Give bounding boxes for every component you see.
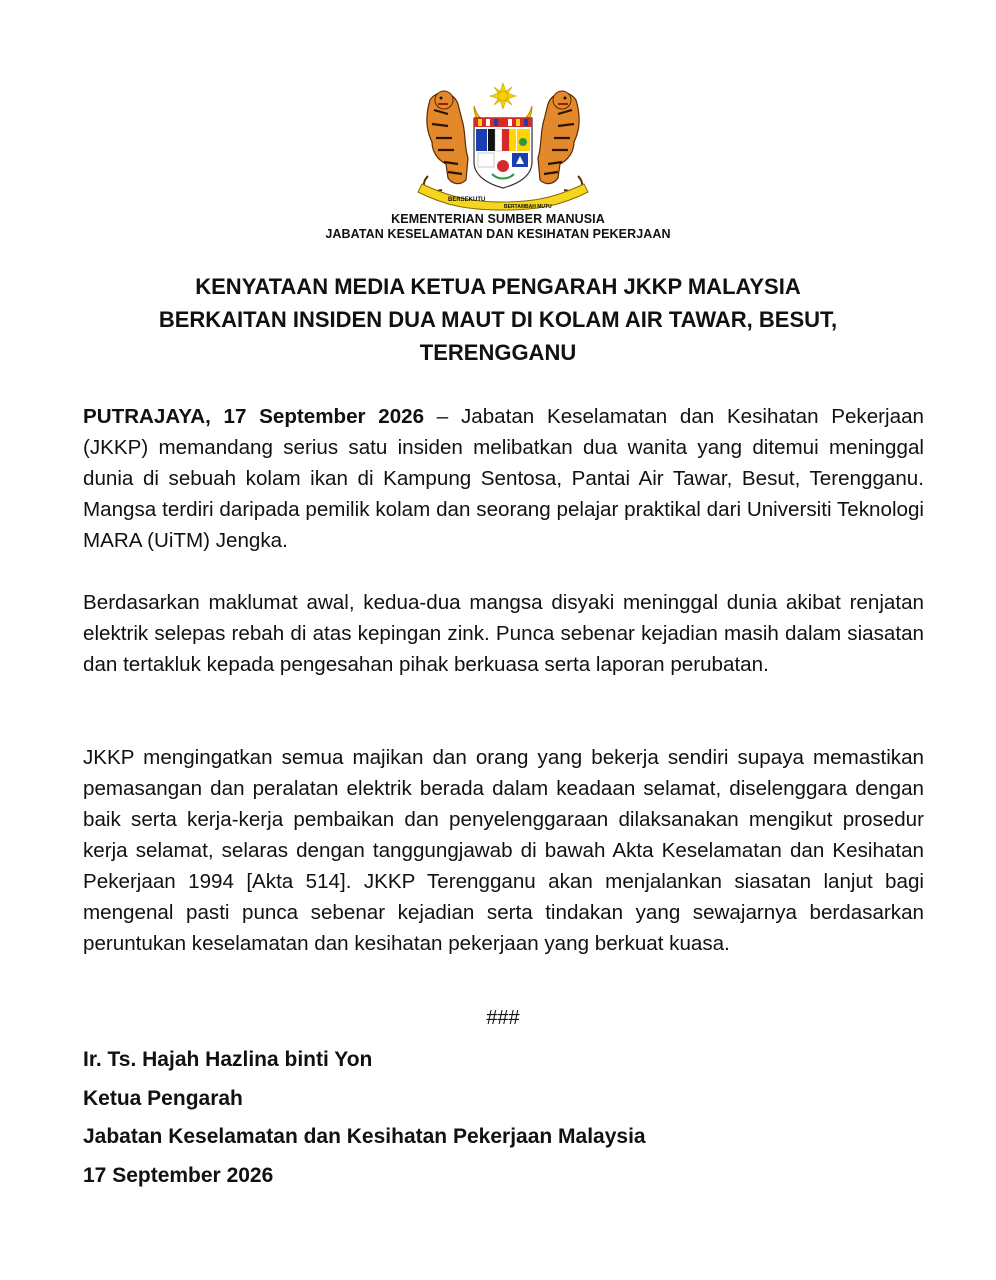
signature-date: 17 September 2026 (83, 1163, 274, 1187)
title-line-1: KENYATAAN MEDIA KETUA PENGARAH JKKP MALAYSIA (195, 274, 801, 299)
paragraph-3: JKKP mengingatkan semua majikan dan orang yang bekerja sendiri supaya memastikan pemasangan dan peralatan elektrik berada dalam keadaan selamat, diselenggara dengan baik serta kerja-kerja pembaikan dan penyelenggaraan dilaksanakan mengikut prosedur kerja selamat, selaras dengan tanggungjawab di bawah Akta Keselamatan dan Kesihatan Pekerjaan 1994 [Akta 514]. JKKP Terengganu akan menjalankan siasatan lanjut bagi mengenal pasti punca sebenar kejadian serta tindakan yang sewajarnya berdasarkan peruntukan keselamatan dan kesihatan pekerjaan yang berkuat kuasa. (83, 746, 924, 955)
paragraph-1-text: – Jabatan Keselamatan dan Kesihatan Pekerjaan (JKKP) memandang serius satu insiden melibatkan dua wanita yang ditemui meninggal dunia di sebuah kolam ikan di Kampung Sentosa, Pantai Air Tawar, Besut, Terengganu. Mangsa terdiri daripada pemilik kolam dan seorang pelajar praktikal dari Universiti Teknologi MARA (UiTM) Jengka. (83, 405, 924, 552)
signatory-position: Ketua Pengarah (83, 1086, 243, 1110)
press-release-title (100, 270, 896, 369)
department-name: JABATAN KESELAMATAN DAN KESIHATAN PEKERJAAN (325, 227, 671, 241)
title-line-2: BERKAITAN INSIDEN DUA MAUT DI KOLAM AIR TAWAR, BESUT, (158, 307, 838, 332)
signatory-organisation: Jabatan Keselamatan dan Kesihatan Pekerjaan Malaysia (83, 1125, 646, 1148)
dateline: PUTRAJAYA, 17 September 2026 (83, 405, 425, 428)
signature-block (83, 1041, 923, 1195)
end-separator: ### (486, 1007, 520, 1029)
paragraph-1 (83, 401, 924, 556)
paragraph-2: Berdasarkan maklumat awal, kedua-dua mangsa disyaki meninggal dunia akibat renjatan elektrik selepas rebah di atas kepingan zink. Punca sebenar kejadian masih dalam siasatan dan tertakluk kepada pengesahan pihak berkuasa serta laporan perubatan. (83, 591, 924, 676)
crest-motto-left: BERSEKUTU (448, 197, 486, 203)
title-line-3: TERENGGANU (419, 340, 577, 365)
crest-motto-right: BERTAMBAH MUTU (504, 204, 552, 210)
malaysia-coat-of-arms-icon (408, 80, 598, 212)
ministry-name: KEMENTERIAN SUMBER MANUSIA (391, 212, 605, 226)
signatory-name: Ir. Ts. Hajah Hazlina binti Yon (83, 1048, 373, 1071)
